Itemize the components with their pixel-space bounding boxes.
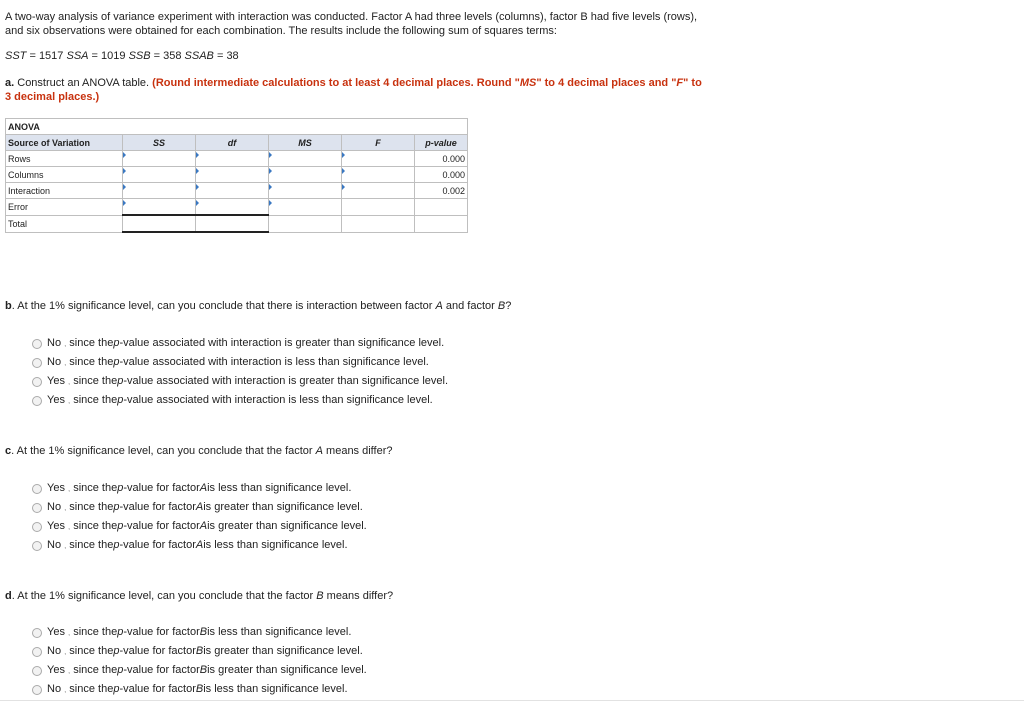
option-factor: A xyxy=(199,482,208,494)
separator: , xyxy=(64,647,67,656)
option-text: since the xyxy=(73,394,118,406)
interaction-df-input[interactable] xyxy=(196,183,269,199)
part-b-option-3[interactable] xyxy=(32,372,448,391)
part-b-option-4[interactable] xyxy=(32,391,448,410)
radio-button[interactable] xyxy=(32,666,42,676)
rows-p-value: 0.000 xyxy=(415,151,468,167)
option-factor: B xyxy=(199,626,208,638)
part-d-factor: B xyxy=(316,590,324,602)
part-b-label: b xyxy=(5,300,12,312)
part-b-text: . At the 1% significance level, can you conclude that there is interaction between factor xyxy=(11,300,436,312)
rows-df-input[interactable] xyxy=(196,151,269,167)
table-row-total xyxy=(6,215,468,232)
option-text: -value for factor xyxy=(119,501,196,513)
separator: , xyxy=(64,541,67,550)
rounding-instruction-3: " to 3 decimal places.) xyxy=(5,77,702,103)
separator: , xyxy=(64,358,67,367)
table-row-error xyxy=(6,199,468,216)
option-answer: Yes xyxy=(47,626,65,638)
option-p: p xyxy=(113,645,120,657)
error-p-cell xyxy=(415,199,468,216)
option-text: -value associated with interaction is less than significance level. xyxy=(123,394,433,406)
row-label-total: Total xyxy=(6,215,123,232)
ssab-value: = 38 xyxy=(213,50,239,62)
total-f-cell xyxy=(342,215,415,232)
header-ms: MS xyxy=(269,135,342,151)
option-p: p xyxy=(117,482,124,494)
anova-title: ANOVA xyxy=(6,119,468,135)
rows-ms-input[interactable] xyxy=(269,151,342,167)
columns-ss-input[interactable] xyxy=(123,167,196,183)
option-p: p xyxy=(117,375,124,387)
option-text: -value associated with interaction is greater than significance level. xyxy=(119,337,445,349)
interaction-ss-input[interactable] xyxy=(123,183,196,199)
header-f: F xyxy=(342,135,415,151)
part-d-option-2[interactable] xyxy=(32,642,367,661)
part-c-option-4[interactable] xyxy=(32,536,367,555)
radio-button[interactable] xyxy=(32,339,42,349)
total-p-cell xyxy=(415,215,468,232)
option-text: -value associated with interaction is less than significance level. xyxy=(119,356,429,368)
rows-ss-input[interactable] xyxy=(123,151,196,167)
f-term: F xyxy=(676,77,684,89)
error-df-input[interactable] xyxy=(196,199,269,216)
separator: , xyxy=(67,666,71,675)
option-factor: B xyxy=(199,664,208,676)
part-a-instructions xyxy=(5,76,705,104)
ssb-label: SSB xyxy=(128,50,151,62)
radio-button[interactable] xyxy=(32,685,42,695)
option-answer: No xyxy=(47,501,62,513)
option-text: since the xyxy=(69,501,114,513)
option-p: p xyxy=(113,337,120,349)
interaction-p-value: 0.002 xyxy=(415,183,468,199)
option-text: is less than significance level. xyxy=(203,683,348,695)
part-b-option-1[interactable] xyxy=(32,334,448,353)
option-text: since the xyxy=(69,683,114,695)
option-text: is greater than significance level. xyxy=(207,664,367,676)
radio-button[interactable] xyxy=(32,503,42,513)
option-text: -value associated with interaction is greater than significance level. xyxy=(123,375,449,387)
option-text: is less than significance level. xyxy=(207,626,352,638)
header-df: df xyxy=(196,135,269,151)
option-text: is less than significance level. xyxy=(207,482,352,494)
option-answer: No xyxy=(47,337,62,349)
option-text: -value for factor xyxy=(119,683,196,695)
option-factor: B xyxy=(195,645,204,657)
columns-p-value: 0.000 xyxy=(415,167,468,183)
part-b-options xyxy=(32,334,448,410)
separator: , xyxy=(64,339,67,348)
columns-ms-input[interactable] xyxy=(269,167,342,183)
radio-button[interactable] xyxy=(32,628,42,638)
separator: , xyxy=(67,484,71,493)
part-d-option-4[interactable] xyxy=(32,680,367,699)
option-answer: No xyxy=(47,683,62,695)
radio-button[interactable] xyxy=(32,647,42,657)
option-answer: Yes xyxy=(47,375,65,387)
anova-table xyxy=(5,118,468,233)
part-d-label: d xyxy=(5,590,12,602)
header-source: Source of Variation xyxy=(6,135,123,151)
option-factor: A xyxy=(195,501,204,513)
radio-button[interactable] xyxy=(32,396,42,406)
ssb-value: = 358 xyxy=(150,50,185,62)
option-p: p xyxy=(117,626,124,638)
part-a-text: Construct an ANOVA table. xyxy=(14,77,153,89)
part-c-factor: A xyxy=(315,445,323,457)
option-p: p xyxy=(113,356,120,368)
part-b-option-2[interactable] xyxy=(32,353,448,372)
separator: , xyxy=(67,377,71,386)
part-d-options xyxy=(32,623,367,699)
error-ms-input[interactable] xyxy=(269,199,342,216)
radio-button[interactable] xyxy=(32,358,42,368)
option-text: since the xyxy=(73,626,118,638)
option-p: p xyxy=(113,683,120,695)
part-d-question xyxy=(5,590,393,602)
part-d-option-1[interactable] xyxy=(32,623,367,642)
part-b-factor-b: B xyxy=(497,300,506,312)
table-row-interaction xyxy=(6,183,468,199)
radio-button[interactable] xyxy=(32,541,42,551)
footer-divider xyxy=(0,700,1024,701)
row-label-error: Error xyxy=(6,199,123,216)
table-row-columns xyxy=(6,167,468,183)
option-text: since the xyxy=(69,539,114,551)
separator: , xyxy=(64,503,67,512)
sst-value: = 1517 xyxy=(26,50,67,62)
separator: , xyxy=(67,522,71,531)
row-label-rows: Rows xyxy=(6,151,123,167)
part-c-option-2[interactable] xyxy=(32,498,367,517)
table-row-rows xyxy=(6,151,468,167)
option-answer: Yes xyxy=(47,520,65,532)
rounding-instruction-1: (Round intermediate calculations to at least 4 decimal places. Round " xyxy=(152,77,520,89)
columns-df-input[interactable] xyxy=(196,167,269,183)
option-text: since the xyxy=(73,375,118,387)
separator: , xyxy=(67,396,71,405)
part-b-factor-a: A xyxy=(435,300,443,312)
part-b-question xyxy=(5,300,511,312)
part-c-option-1[interactable] xyxy=(32,479,367,498)
part-b-qmark: ? xyxy=(505,300,512,312)
row-label-interaction: Interaction xyxy=(6,183,123,199)
option-text: -value for factor xyxy=(123,664,200,676)
option-answer: No xyxy=(47,356,62,368)
sst-label: SST xyxy=(5,50,27,62)
part-b-and: and factor xyxy=(442,300,498,312)
option-answer: Yes xyxy=(47,664,65,676)
separator: , xyxy=(67,628,71,637)
part-d-end: means differ? xyxy=(323,590,394,602)
option-factor: A xyxy=(199,520,208,532)
ssa-label: SSA xyxy=(66,50,89,62)
separator: , xyxy=(64,685,67,694)
part-c-label: c xyxy=(5,445,12,457)
columns-f-input[interactable] xyxy=(342,167,415,183)
radio-button[interactable] xyxy=(32,522,42,532)
ssab-label: SSAB xyxy=(184,50,214,62)
option-text: since the xyxy=(69,337,114,349)
part-c-end: means differ? xyxy=(322,445,393,457)
option-text: since the xyxy=(69,356,114,368)
error-f-cell xyxy=(342,199,415,216)
option-text: -value for factor xyxy=(119,539,196,551)
interaction-f-input[interactable] xyxy=(342,183,415,199)
option-factor: A xyxy=(195,539,204,551)
problem-intro: A two-way analysis of variance experiment with interaction was conducted. Factor A had three levels (columns), factor B had five levels (rows), and six observations were obtained for each combination. The results include the following sum of squares terms: xyxy=(5,11,698,37)
interaction-ms-input[interactable] xyxy=(269,183,342,199)
total-df-cell xyxy=(196,215,269,232)
option-text: is greater than significance level. xyxy=(203,501,363,513)
part-c-text: . At the 1% significance level, can you conclude that the factor xyxy=(11,445,316,457)
total-ms-cell xyxy=(269,215,342,232)
ms-term: MS xyxy=(519,77,537,89)
rounding-instruction-2: " to 4 decimal places and " xyxy=(536,77,677,89)
header-ss: SS xyxy=(123,135,196,151)
option-answer: Yes xyxy=(47,482,65,494)
option-answer: No xyxy=(47,539,62,551)
anova-header-row xyxy=(6,135,468,151)
part-c-option-3[interactable] xyxy=(32,517,367,536)
option-factor: B xyxy=(195,683,204,695)
part-d-option-3[interactable] xyxy=(32,661,367,680)
radio-button[interactable] xyxy=(32,377,42,387)
part-a-label: a. xyxy=(5,77,15,89)
total-ss-cell xyxy=(123,215,196,232)
error-ss-input[interactable] xyxy=(123,199,196,216)
option-text: -value for factor xyxy=(123,482,200,494)
sum-of-squares-line xyxy=(5,50,239,62)
option-text: since the xyxy=(73,520,118,532)
ssa-value: = 1019 xyxy=(88,50,129,62)
option-text: since the xyxy=(73,482,118,494)
header-p-value: p-value xyxy=(415,135,468,151)
option-p: p xyxy=(117,394,124,406)
option-text: since the xyxy=(69,645,114,657)
option-p: p xyxy=(117,664,124,676)
option-text: -value for factor xyxy=(119,645,196,657)
option-text: -value for factor xyxy=(123,520,200,532)
rows-f-input[interactable] xyxy=(342,151,415,167)
option-text: is greater than significance level. xyxy=(207,520,367,532)
option-text: since the xyxy=(73,664,118,676)
option-answer: Yes xyxy=(47,394,65,406)
part-c-question xyxy=(5,445,393,457)
part-d-text: . At the 1% significance level, can you conclude that the factor xyxy=(11,590,317,602)
part-c-options xyxy=(32,479,367,555)
option-text: -value for factor xyxy=(123,626,200,638)
row-label-columns: Columns xyxy=(6,167,123,183)
option-p: p xyxy=(113,539,120,551)
option-text: is less than significance level. xyxy=(203,539,348,551)
option-answer: No xyxy=(47,645,62,657)
option-p: p xyxy=(113,501,120,513)
option-p: p xyxy=(117,520,124,532)
radio-button[interactable] xyxy=(32,484,42,494)
option-text: is greater than significance level. xyxy=(203,645,363,657)
